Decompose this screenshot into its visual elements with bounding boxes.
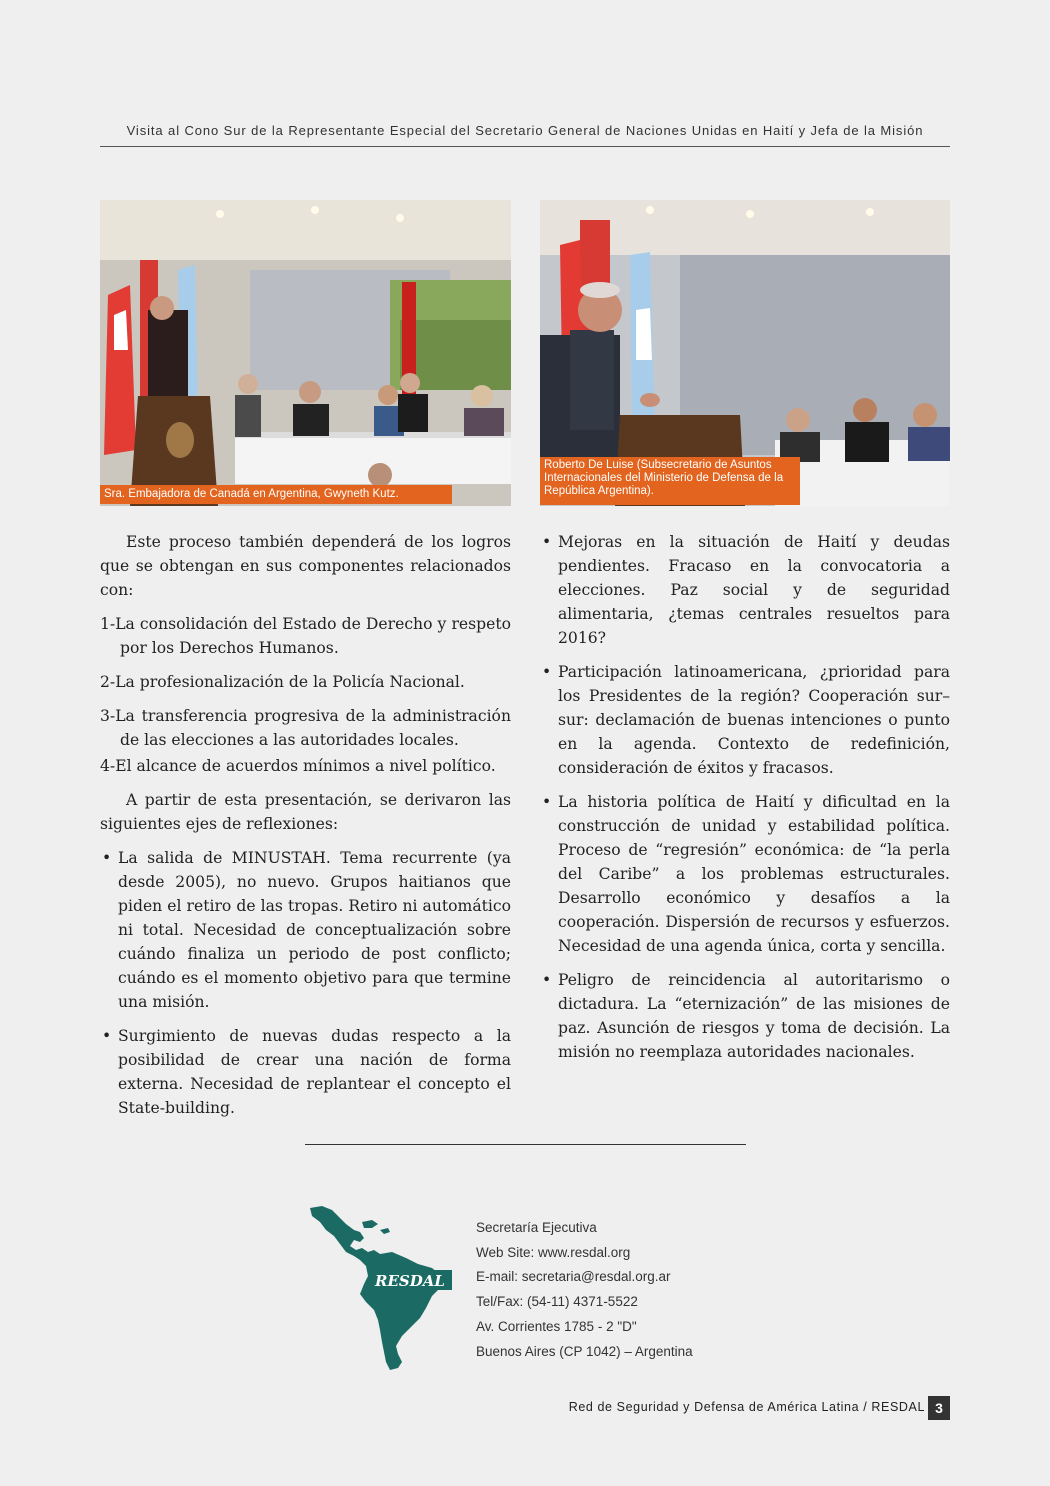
contact-phone: Tel/Fax: (54-11) 4371-5522 — [476, 1294, 638, 1310]
contact-city: Buenos Aires (CP 1042) – Argentina — [476, 1343, 693, 1359]
header-divider — [100, 146, 950, 147]
page-number: 3 — [928, 1396, 950, 1420]
list-item: 4-El alcance de acuerdos mínimos a nivel político. — [100, 757, 496, 775]
logo-text: RESDAL — [375, 1272, 445, 1290]
photo-caption: Sra. Embajadora de Canadá en Argentina, Gwyneth Kutz. — [100, 485, 452, 504]
list-item: 2-La profesionalización de la Policía Nacional. — [100, 673, 465, 691]
transition-paragraph: A partir de esta presentación, se derivaron las siguientes ejes de reflexiones: — [100, 791, 511, 833]
intro-paragraph: Este proceso también dependerá de los logros que se obtengan en sus componentes relacionados con: — [100, 533, 511, 599]
photo-canadian-ambassador — [100, 200, 511, 506]
bullet-item: • Mejoras en la situación de Haití y deudas pendientes. Fracaso en la convocatoria a elecciones. Paz social y de seguridad alimentaria, ¿temas centrales resueltos para 2016? — [540, 530, 950, 650]
running-header: Visita al Cono Sur de la Representante Especial del Secretario General de Naciones Unidas en Haití y Jefa de la Misión — [126, 123, 924, 138]
resdal-map-logo — [302, 1202, 472, 1374]
body-column-left — [100, 530, 511, 1120]
list-item: 3-La transferencia progresiva de la administración de las elecciones a las autoridades locales. — [100, 707, 511, 749]
list-item: 1-La consolidación del Estado de Derecho y respeto por los Derechos Humanos. — [100, 615, 511, 657]
bullet-item: • Peligro de reincidencia al autoritarismo o dictadura. La “eternización” de las misiones de paz. Asunción de riesgos y toma de decisión. La misión no reemplaza autoridades nacionales. — [540, 968, 950, 1064]
footer-organization: Red de Seguridad y Defensa de América Latina / RESDAL — [568, 1400, 925, 1414]
contact-block — [476, 1216, 693, 1364]
bullet-item: • La historia política de Haití y dificultad en la construcción de unidad y estabilidad política. Proceso de “regresión” económica: de “la perla del Caribe” a los problemas estructurales. Desarrollo económico y desafíos a la cooperación. Dispersión de recursos y esfuerzos. Necesidad de una agenda única, corta y sencilla. — [540, 790, 950, 958]
contact-line: Secretaría Ejecutiva — [476, 1220, 597, 1235]
body-column-right — [540, 530, 950, 1064]
photo-caption: Roberto De Luise (Subsecretario de Asuntos Internacionales del Ministerio de Defensa de la República Argentina). — [540, 457, 800, 505]
contact-address: Av. Corrientes 1785 - 2 "D" — [476, 1318, 637, 1334]
bullet-item: • Participación latinoamericana, ¿prioridad para los Presidentes de la región? Cooperación sur–sur: declamación de buenas intenciones o punto en la agenda. Contexto de redefinición, consideración de éxitos y fracasos. — [540, 660, 950, 780]
contact-website[interactable]: Web Site: www.resdal.org — [476, 1244, 631, 1260]
bullet-item: • Surgimiento de nuevas dudas respecto a la posibilidad de crear una nación de forma externa. Necesidad de replantear el concepto el State-building. — [100, 1024, 511, 1120]
bullet-item: • La salida de MINUSTAH. Tema recurrente (ya desde 2005), no nuevo. Grupos haitianos que piden el retiro de las tropas. Retiro ni automático ni total. Necesidad de conceptualización sobre cuándo finaliza un periodo de post conflicto; cuándo es el momento objetivo para que termine una misión. — [100, 846, 511, 1014]
contact-email[interactable]: E-mail: secretaria@resdal.org.ar — [476, 1269, 671, 1285]
footer-divider — [305, 1144, 746, 1145]
